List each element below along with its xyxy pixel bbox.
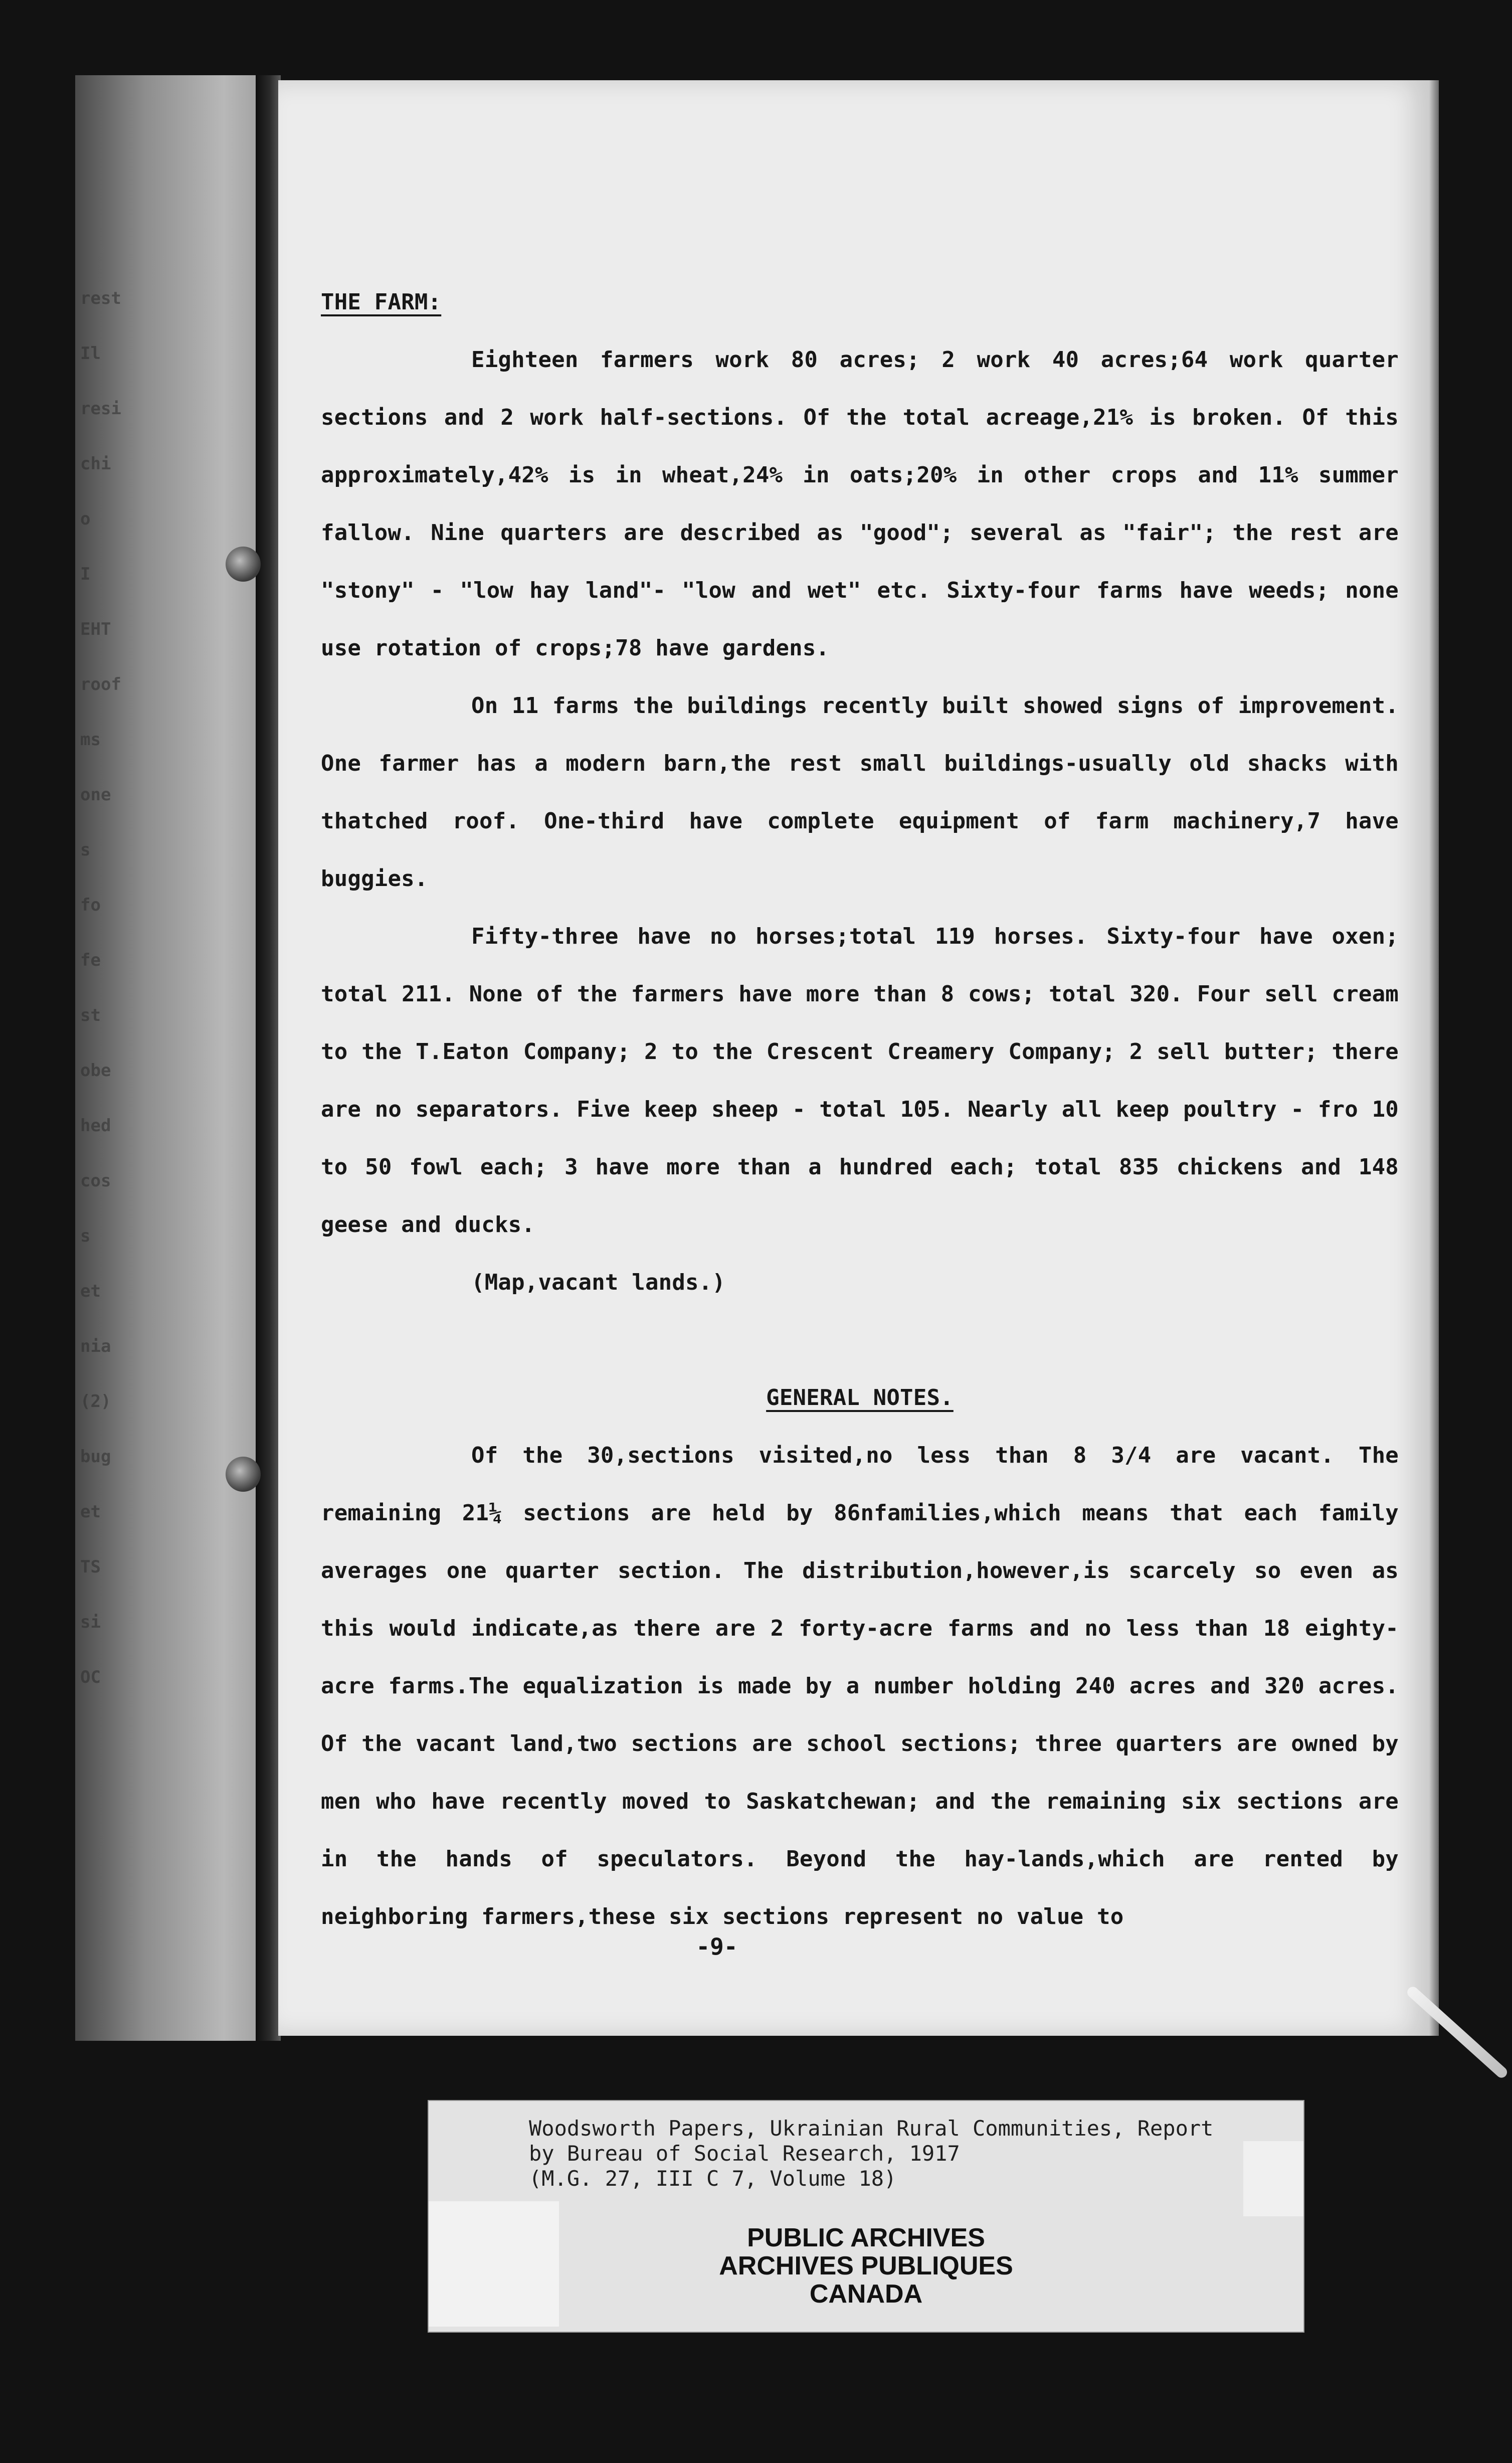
left-fragment: EHT xyxy=(80,619,111,639)
map-note: (Map,vacant lands.) xyxy=(471,1270,726,1295)
left-fragment: roof xyxy=(80,674,121,694)
left-fragment: fo xyxy=(80,895,101,915)
left-fragment: nia xyxy=(80,1336,111,1356)
left-fragment: hed xyxy=(80,1116,111,1136)
tape-right xyxy=(1243,2141,1303,2216)
left-fragment: et xyxy=(80,1281,101,1301)
archive-line-2: ARCHIVES PUBLIQUES xyxy=(719,2251,1013,2280)
book-gutter xyxy=(256,75,281,2041)
archive-citation: Woodsworth Papers, Ukrainian Rural Communities, Report by Bureau of Social Research, 1917 (M.G. 27, III C 7, Volume 18) xyxy=(529,2116,1214,2191)
archive-line-3: CANADA xyxy=(809,2279,923,2309)
binder-ring-bottom xyxy=(226,1457,261,1492)
paragraph-2: On 11 farms the buildings recently built showed signs of improvement. One farmer has a modern barn,the rest small buildings-usually old shacks with thatched roof. One-third have complete equipment of farm machinery,7 have buggies. xyxy=(321,693,1399,892)
paragraph-1: Eighteen farmers work 80 acres; 2 work 40 acres;64 work quarter sections and 2 work half-sections. Of the total acreage,21% is broken. Of this approximately,42% is in wheat,24% in oats;20% in other crops and 11% summer fallow. Nine quarters are described as "good"; several as "fair"; the rest are "stony" - "low hay land"- "low and wet" etc. Sixty-four farms have weeds; none use rotation of crops;78 have gardens. xyxy=(321,347,1399,661)
left-fragment: bug xyxy=(80,1447,111,1467)
left-fragment: o xyxy=(80,509,91,529)
left-fragment: ms xyxy=(80,730,101,750)
left-fragment: s xyxy=(80,840,91,860)
page-edge-shadow xyxy=(1429,80,1439,2036)
page-number: -9- xyxy=(696,1933,738,1960)
archive-label xyxy=(429,2101,1303,2332)
left-fragment: si xyxy=(80,1612,101,1632)
archive-stamp xyxy=(429,2224,1303,2308)
left-fragment: et xyxy=(80,1502,101,1522)
archive-line-1: PUBLIC ARCHIVES xyxy=(747,2223,985,2252)
left-fragment: Il xyxy=(80,343,101,364)
left-fragment: cos xyxy=(80,1171,111,1191)
left-fragment: rest xyxy=(80,288,121,308)
section-heading-farm: THE FARM: xyxy=(321,289,442,315)
left-fragment: obe xyxy=(80,1061,111,1081)
paragraph-3: Fifty-three have no horses;total 119 horses. Sixty-four have oxen; total 211. None of the farmers have more than 8 cows; total 320. Four sell cream to the T.Eaton Company; 2 to the Crescent Creamery Company; 2 sell butter; there are no separators. Five keep sheep - total 105. Nearly all keep poultry - fro 10 to 50 fowl each; 3 have more than a hundred each; total 835 chickens and 148 geese and ducks. xyxy=(321,924,1399,1238)
left-fragment: fe xyxy=(80,950,101,970)
section-heading-general-notes: GENERAL NOTES. xyxy=(766,1385,954,1411)
left-fragment: chi xyxy=(80,454,111,474)
left-fragment: one xyxy=(80,785,111,805)
left-fragment: (2) xyxy=(80,1391,111,1412)
left-fragment: resi xyxy=(80,399,121,419)
paragraph-general-notes: Of the 30,sections visited,no less than 8 3/4 are vacant. The remaining 21¼ sections are held by 86nfamilies,which means that each family averages one quarter section. The distribution,however,is scarcely so even as this would indicate,as there are 2 forty-acre farms and no less than 18 eighty-acre farms.The equalization is made by a number holding 240 acres and 320 acres. Of the vacant land,two sections are school sections; three quarters are owned by men who have recently moved to Saskatchewan; and the remaining six sections are in the hands of speculators. Beyond the hay-lands,which are rented by neighboring farmers,these six sections represent no value to xyxy=(321,1443,1399,1929)
binder-ring-top xyxy=(226,547,261,582)
left-fragment: OC xyxy=(80,1667,101,1687)
left-page-text-fragments xyxy=(80,271,140,1705)
left-fragment: s xyxy=(80,1226,91,1246)
left-fragment: st xyxy=(80,1005,101,1025)
left-fragment: TS xyxy=(80,1557,101,1577)
document-body xyxy=(321,273,1399,1946)
left-fragment: I xyxy=(80,564,91,584)
